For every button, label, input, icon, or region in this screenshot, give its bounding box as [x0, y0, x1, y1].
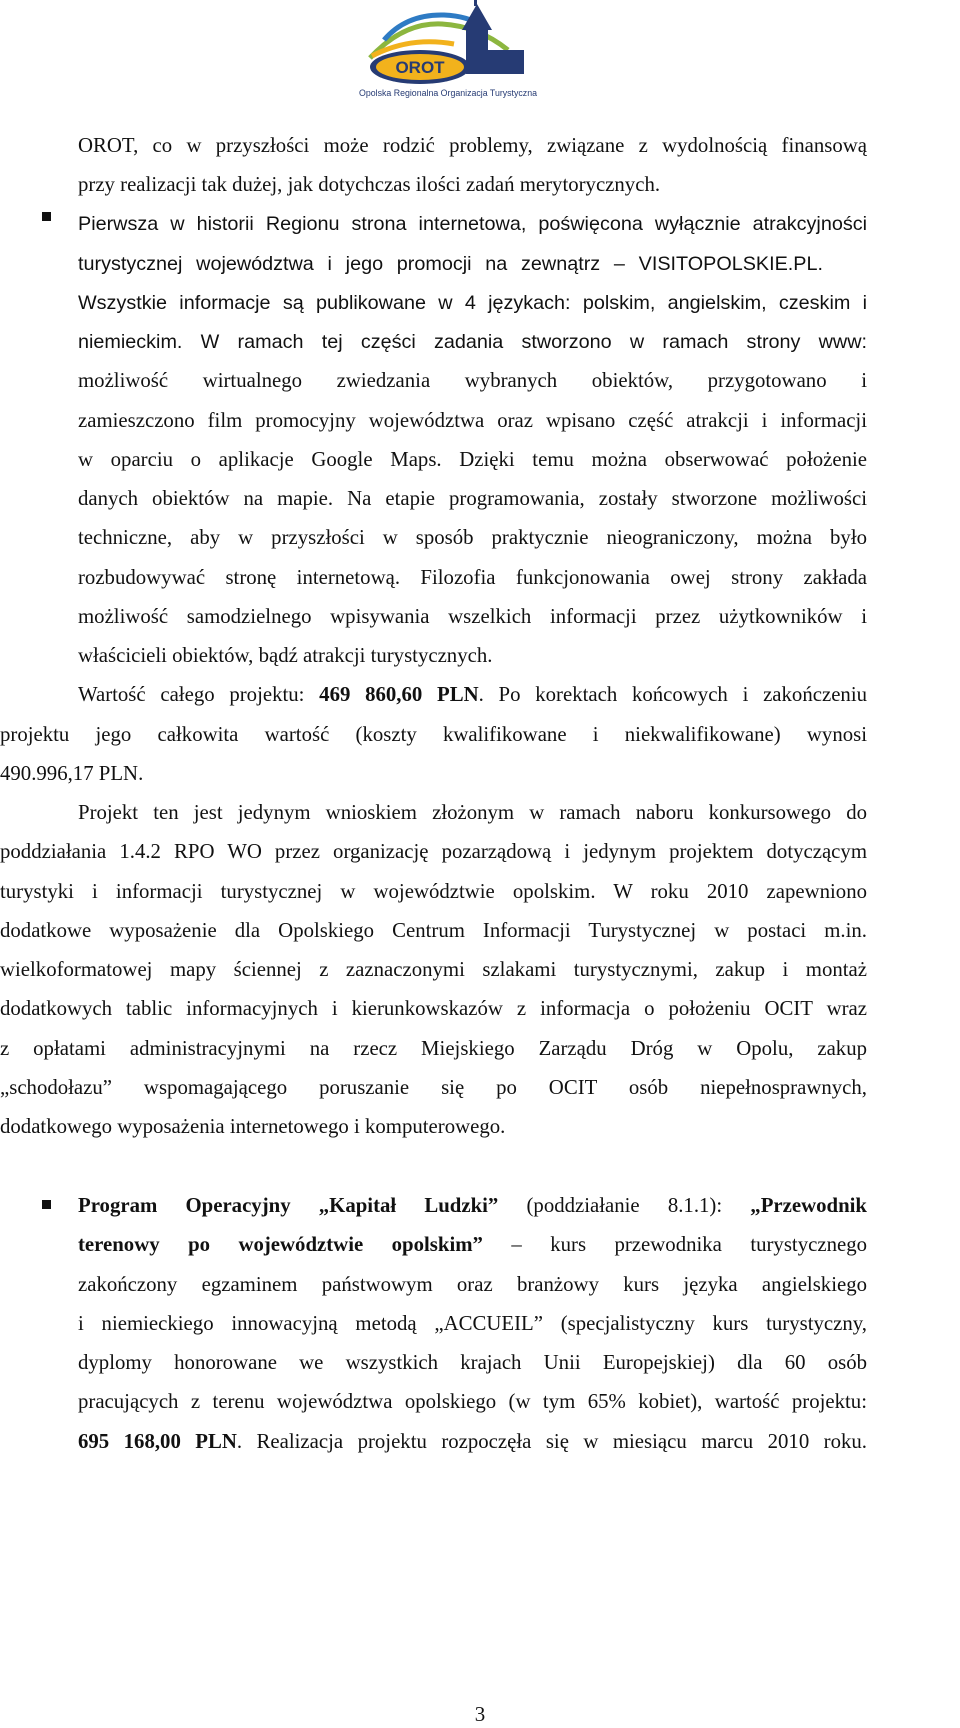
- program-value-amount: 695 168,00 PLN: [78, 1430, 237, 1453]
- text-line: niemieckim. W ramach tej części zadania stworzono w ramach strony www:: [78, 331, 867, 353]
- text-line: i niemieckiego innowacyjną metodą „ACCUEIL” (specjalistyczny kurs turystyczny,: [78, 1312, 867, 1335]
- text-segment: – kurs przewodnika turystycznego: [482, 1233, 867, 1256]
- bullet-program-kl: [42, 1200, 51, 1209]
- course-title: terenowy po województwie opolskim”: [78, 1233, 483, 1256]
- logo-caption: Opolska Regionalna Organizacja Turystyczna: [359, 88, 537, 98]
- text-line: możliwość samodzielnego wpisywania wszelkich informacji przez użytkowników i: [78, 605, 867, 628]
- bullet-website: [42, 212, 51, 221]
- text-line: wielkoformatowej mapy ściennej z zaznaczonymi szlakami turystycznymi, zakup i montaż: [0, 958, 867, 981]
- text-line: Pierwsza w historii Regionu strona internetowa, poświęcona wyłącznie atrakcyjności: [78, 213, 867, 235]
- text-line: turystycznej województwa i jego promocji na zewnątrz – VISITOPOLSKIE.PL.: [78, 253, 823, 275]
- program-name: Program Operacyjny „Kapitał Ludzki”: [78, 1194, 499, 1217]
- text-line: właścicieli obiektów, bądź atrakcji turystycznych.: [78, 644, 493, 667]
- text-segment: . Realizacja projektu rozpoczęła się w miesiącu marcu 2010 roku.: [236, 1430, 867, 1453]
- text-line: 490.996,17 PLN.: [0, 762, 144, 785]
- text-line: dodatkowe wyposażenie dla Opolskiego Centrum Informacji Turystycznej w postaci m.in.: [0, 919, 867, 942]
- text-segment: Wartość całego projektu:: [78, 683, 320, 706]
- text-line: Wszystkie informacje są publikowane w 4 językach: polskim, angielskim, czeskim i: [78, 292, 867, 314]
- text-line: poddziałania 1.4.2 RPO WO przez organizację pozarządową i jedynym projektem dotyczącym: [0, 840, 867, 863]
- text-line: zakończony egzaminem państwowym oraz branżowy kurs języka angielskiego: [78, 1273, 867, 1296]
- text-line: w oparciu o aplikacje Google Maps. Dzięki temu można obserwować położenie: [78, 448, 867, 471]
- text-line: możliwość wirtualnego zwiedzania wybranych obiektów, przygotowano i: [78, 369, 867, 392]
- text-line: zamieszczono film promocyjny województwa oraz wpisano część atrakcji i informacji: [78, 409, 867, 432]
- text-line-course-title: [78, 1233, 867, 1257]
- text-line: dodatkowego wyposażenia internetowego i komputerowego.: [0, 1115, 506, 1138]
- text-line-program-value: [78, 1430, 867, 1454]
- text-line: turystyki i informacji turystycznej w województwie opolskim. W roku 2010 zapewniono: [0, 880, 867, 903]
- text-line: projektu jego całkowita wartość (koszty kwalifikowane i niekwalifikowane) wynosi: [0, 723, 867, 746]
- project-value-amount: 469 860,60 PLN: [319, 683, 479, 706]
- text-line: z opłatami administracyjnymi na rzecz Miejskiego Zarządu Dróg w Opolu, zakup: [0, 1037, 867, 1060]
- course-title: „Przewodnik: [750, 1194, 867, 1217]
- text-line: danych obiektów na mapie. Na etapie programowania, zostały stworzone możliwości: [78, 487, 867, 510]
- text-line: dodatkowych tablic informacyjnych i kierunkowskazów z informacja o położeniu OCIT wraz: [0, 997, 867, 1020]
- text-line: OROT, co w przyszłości może rodzić problemy, związane z wydolnością finansową: [78, 134, 867, 157]
- text-line: Projekt ten jest jedynym wnioskiem złożonym w ramach naboru konkursowego do: [78, 801, 867, 824]
- text-line: dyplomy honorowane we wszystkich krajach Unii Europejskiej) dla 60 osób: [78, 1351, 867, 1374]
- text-line-project-value: [78, 683, 867, 707]
- text-segment: . Po korektach końcowych i zakończeniu: [478, 683, 867, 706]
- text-line: pracujących z terenu województwa opolskiego (w tym 65% kobiet), wartość projektu:: [78, 1390, 867, 1413]
- text-line-program-title: [78, 1194, 867, 1218]
- page-number: 3: [474, 1702, 486, 1726]
- text-line: „schodołazu” wspomagającego poruszanie się po OCIT osób niepełnosprawnych,: [0, 1076, 867, 1099]
- text-segment: (poddziałanie 8.1.1):: [498, 1194, 751, 1217]
- text-line: rozbudowywać stronę internetową. Filozofia funkcjonowania owej strony zakłada: [78, 566, 867, 589]
- text-line: przy realizacji tak dużej, jak dotychczas ilości zadań merytorycznych.: [78, 173, 661, 196]
- text-line: techniczne, aby w przyszłości w sposób praktycznie nieograniczony, można było: [78, 526, 867, 549]
- orot-logo-wordmark: OROT: [395, 58, 445, 77]
